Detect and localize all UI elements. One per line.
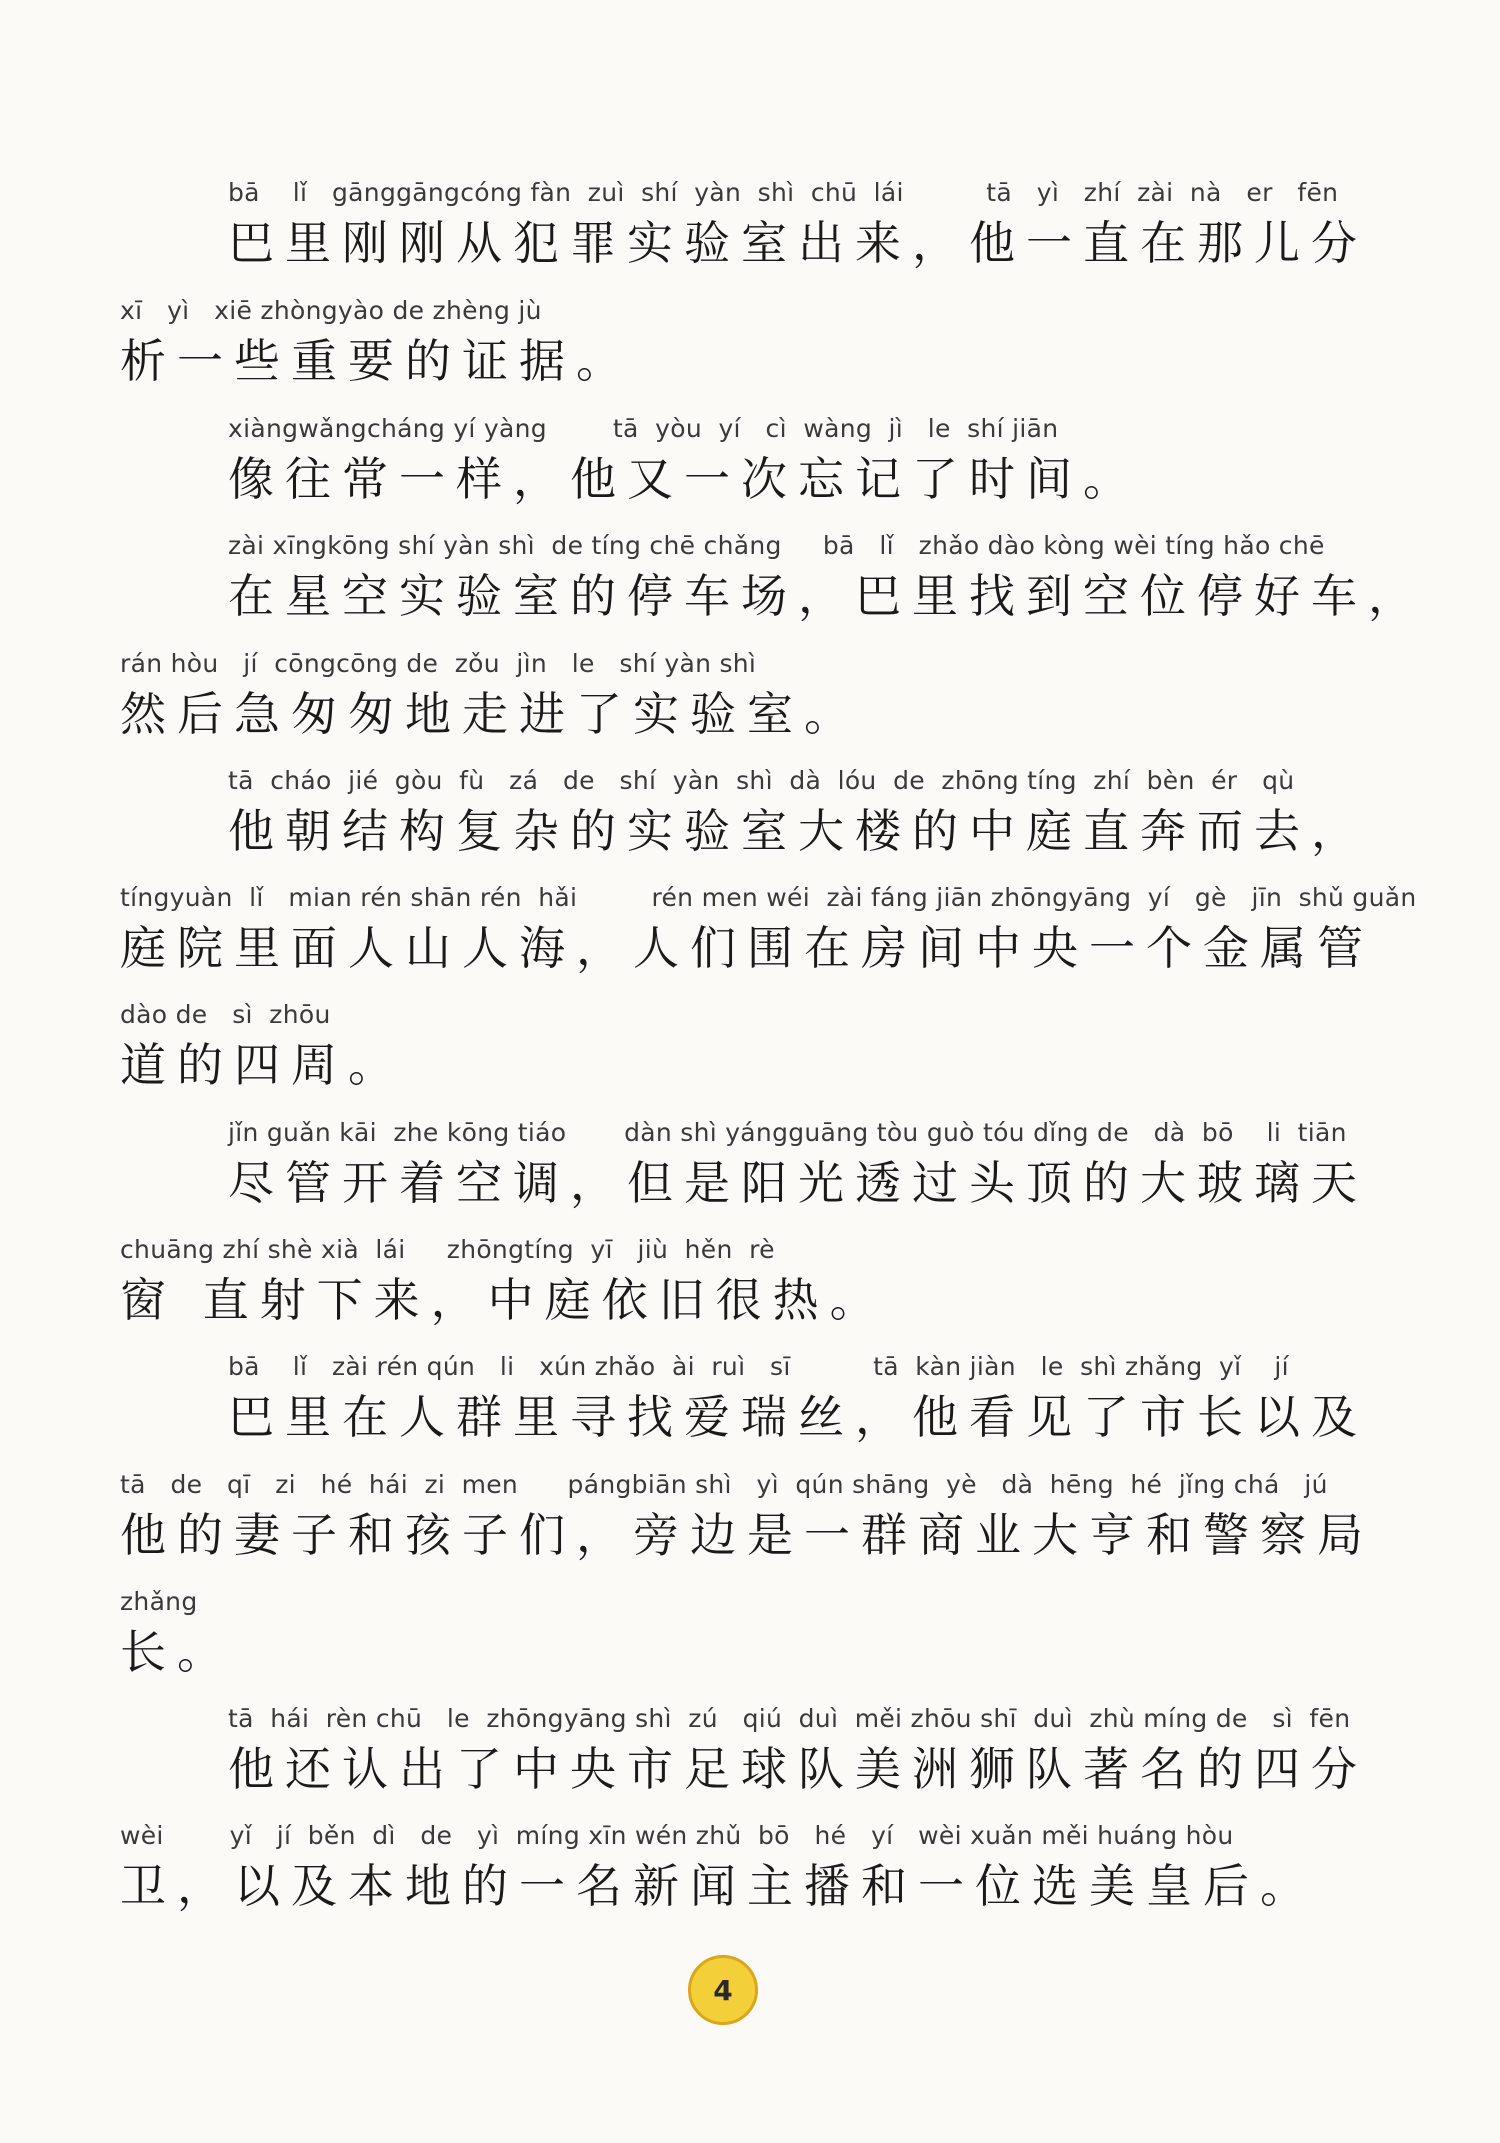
text-line-12 <box>120 1470 1374 1566</box>
pinyin-line: bā lǐ gānggāngcóng fàn zuì shí yàn shì chū lái tā yì zhí zài nà er fēn <box>228 178 1339 207</box>
hanzi-line: 尽管开着空调，但是阳光透过头顶的大玻璃天 <box>228 1156 1368 1210</box>
text-line-10 <box>120 1235 1340 1331</box>
pinyin-line: tíngyuàn lǐ mian rén shān rén hǎi rén men wéi zài fáng jiān zhōngyāng yí gè jīn shǔ guǎn <box>120 883 1417 912</box>
pinyin-line: tā cháo jié gòu fù zá de shí yàn shì dà lóu de zhōng tíng zhí bèn ér qù <box>228 766 1295 795</box>
text-line-2 <box>120 296 1340 392</box>
hanzi-line: 巴里刚刚从犯罪实验室出来，他一直在那儿分 <box>228 216 1368 270</box>
pinyin-line: xī yì xiē zhòngyào de zhèng jù <box>120 296 542 325</box>
page-number-badge: 4 <box>688 1955 758 2025</box>
pinyin-line: dào de sì zhōu <box>120 1000 331 1029</box>
hanzi-line: 庭院里面人山人海，人们围在房间中央一个金属管 <box>120 921 1374 975</box>
pinyin-line: zhǎng <box>120 1587 198 1616</box>
hanzi-line: 析一些重要的证据。 <box>120 334 633 388</box>
text-line-1 <box>228 178 1368 274</box>
hanzi-line: 他朝结构复杂的实验室大楼的中庭直奔而去， <box>228 804 1368 858</box>
text-line-4 <box>228 531 1425 627</box>
text-line-3 <box>228 414 1340 510</box>
text-line-11 <box>228 1352 1368 1448</box>
hanzi-line: 他的妻子和孩子们，旁边是一群商业大亨和警察局 <box>120 1508 1374 1562</box>
hanzi-line: 长。 <box>120 1625 234 1679</box>
pinyin-line: rán hòu jí cōngcōng de zǒu jìn le shí yàn shì <box>120 649 757 678</box>
pinyin-line: bā lǐ zài rén qún li xún zhǎo ài ruì sī tā kàn jiàn le shì zhǎng yǐ jí <box>228 1352 1289 1381</box>
hanzi-line: 巴里在人群里寻找爱瑞丝，他看见了市长以及 <box>228 1390 1368 1444</box>
hanzi-line: 卫，以及本地的一名新闻主播和一位选美皇后。 <box>120 1859 1317 1913</box>
pinyin-line: tā de qī zi hé hái zi men pángbiān shì yì qún shāng yè dà hēng hé jǐng chá jú <box>120 1470 1328 1499</box>
pinyin-line: zài xīngkōng shí yàn shì de tíng chē chǎng bā lǐ zhǎo dào kòng wèi tíng hǎo chē <box>228 531 1325 560</box>
pinyin-line: chuāng zhí shè xià lái zhōngtíng yī jiù hěn rè <box>120 1235 775 1264</box>
text-line-7 <box>120 883 1417 979</box>
hanzi-line: 道的四周。 <box>120 1038 405 1092</box>
hanzi-line: 他还认出了中央市足球队美洲狮队著名的四分 <box>228 1742 1368 1796</box>
text-line-5 <box>120 649 1340 745</box>
hanzi-line: 在星空实验室的停车场，巴里找到空位停好车， <box>228 569 1425 623</box>
pinyin-line: tā hái rèn chū le zhōngyāng shì zú qiú duì měi zhōu shī duì zhù míng de sì fēn <box>228 1704 1351 1733</box>
text-line-13 <box>120 1587 1340 1683</box>
pinyin-line: wèi yǐ jí běn dì de yì míng xīn wén zhǔ bō hé yí wèi xuǎn měi huáng hòu <box>120 1821 1234 1850</box>
text-line-9 <box>228 1118 1368 1214</box>
text-line-8 <box>120 1000 1340 1096</box>
text-line-14 <box>228 1704 1368 1800</box>
hanzi-line: 窗 直射下来，中庭依旧很热。 <box>120 1273 887 1327</box>
text-line-6 <box>228 766 1368 862</box>
hanzi-line: 像往常一样，他又一次忘记了时间。 <box>228 452 1140 506</box>
hanzi-line: 然后急匆匆地走进了实验室。 <box>120 687 861 741</box>
pinyin-line: xiàngwǎngcháng yí yàng tā yòu yí cì wàng jì le shí jiān <box>228 414 1059 443</box>
pinyin-line: jǐn guǎn kāi zhe kōng tiáo dàn shì yángguāng tòu guò tóu dǐng de dà bō li tiān <box>228 1118 1347 1147</box>
text-line-15 <box>120 1821 1340 1917</box>
